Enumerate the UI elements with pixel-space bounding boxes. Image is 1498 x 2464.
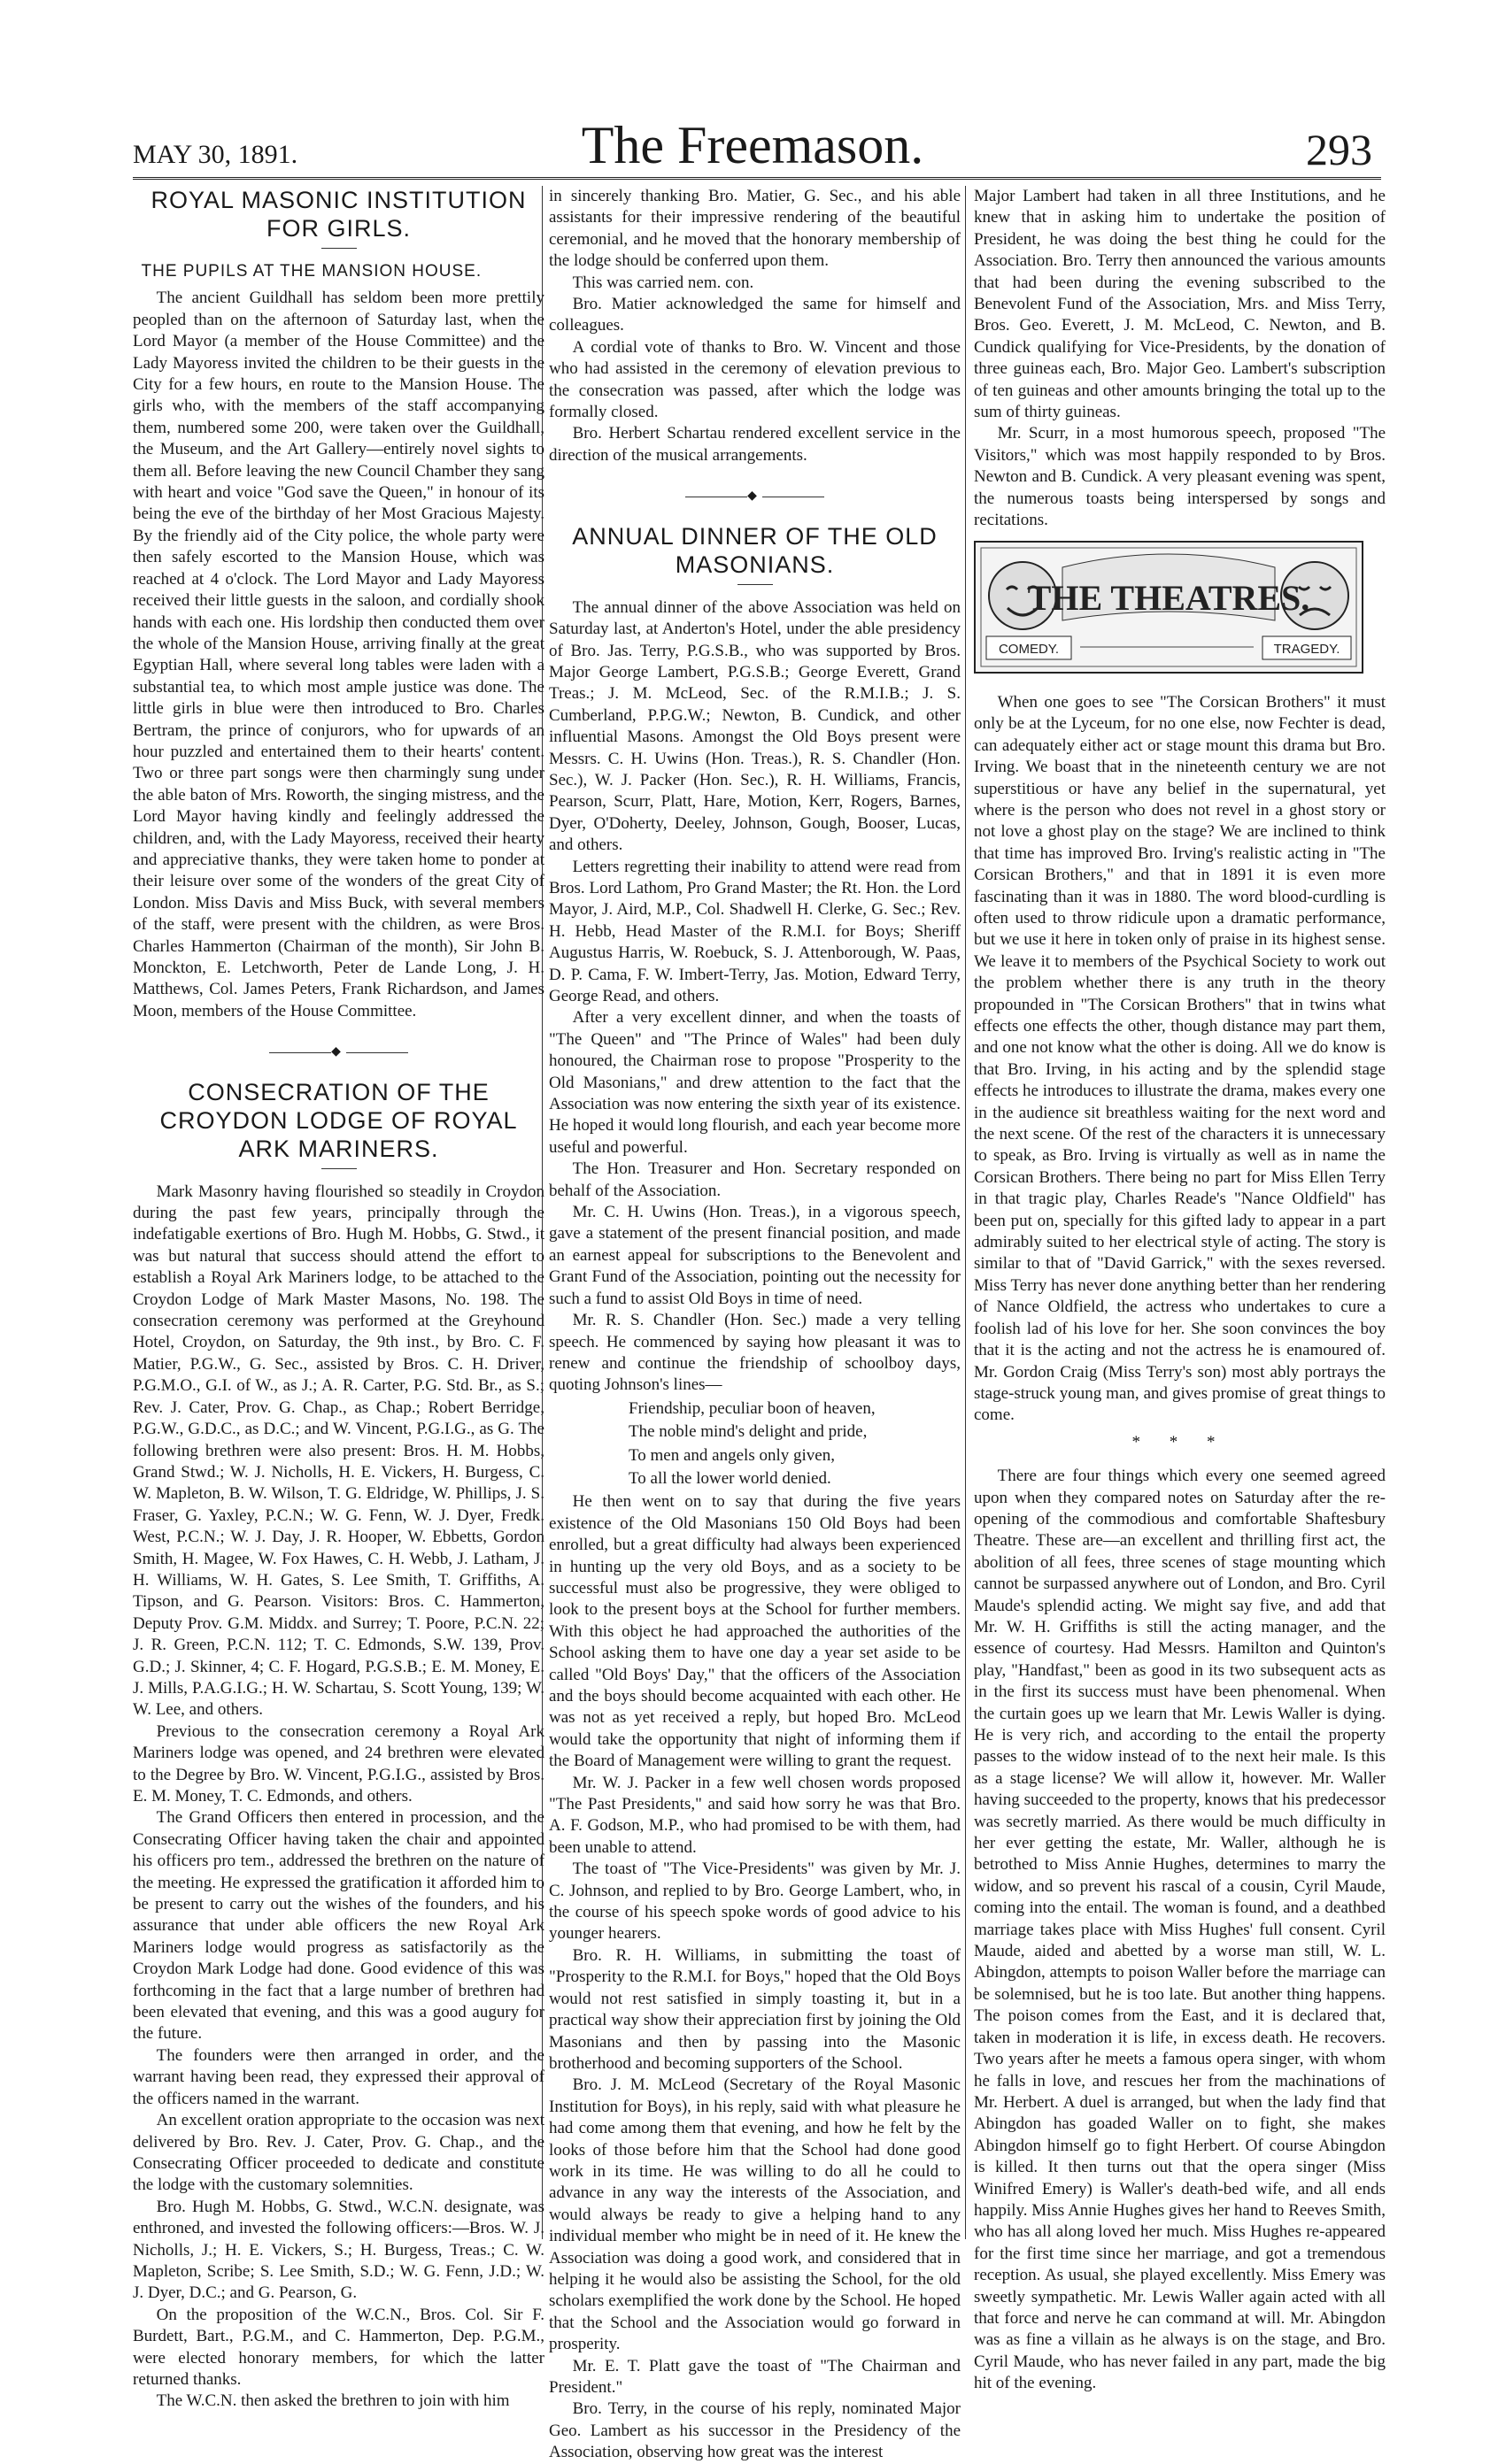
paragraph: The W.C.N. then asked the brethren to join with him [156, 2391, 510, 2411]
column-2 [549, 186, 961, 2462]
column-3 [974, 186, 1386, 2393]
section-ornament: ◆ [133, 1042, 544, 1063]
paragraph: Bro. R. H. Williams, in submitting the toast of "Prosperity to the R.M.I. for Boys," hoped that the Old Boys would not rest satisfied in simply toasting it, but in a practical way show their appreciation first by joining the Old Masonians and then by passing into the Masonic brotherhood and becoming supporters of the School. [549, 1945, 961, 2073]
paragraph: A cordial vote of thanks to Bro. W. Vincent and those who had assisted in the ceremony of elevation previous to the consecration was passed, after which the lodge was formally closed. [549, 337, 961, 422]
banner-right-label: TRAGEDY. [1273, 641, 1340, 657]
paragraph: Letters regretting their inability to attend were read from Bros. Lord Lathom, Pro Grand Master; the Rt. Hon. the Lord Mayor, J. Aird, M.P., Col. Shadwell H. Clerke, G. Sec.; Rev. H. Hebb, Head Master of the R.M.I. for Boys; Sheriff Augustus Harris, W. Roebuck, S. J. Attenborough, W. Paas, D. P. Cama, F. W. Imbert-Terry, Jas. Motion, Edward Terry, George Read, and others. [549, 857, 961, 1005]
verse-line: Friendship, peculiar boon of heaven, [629, 1398, 876, 1418]
paragraph: Bro. Herbert Schartau rendered excellent service in the direction of the musical arrangements. [549, 424, 961, 465]
heading-rule [321, 248, 357, 249]
article-heading: ANNUAL DINNER OF THE OLD MASONIANS. [572, 522, 938, 578]
article-heading: CONSECRATION OF THE CROYDON LODGE OF ROYAL ARK MARINERS. [159, 1078, 518, 1162]
paragraph: in sincerely thanking Bro. Matier, G. Sec., and his able assistants for their impressive rendering of the beautiful ceremonial, and he moved that the honorary membership of the lodge should be conferred upon them. [549, 187, 961, 271]
column-1 [133, 186, 544, 2411]
article-heading: ROYAL MASONIC INSTITUTION FOR GIRLS. [151, 187, 527, 242]
banner-left-label: COMEDY. [998, 641, 1060, 657]
paragraph: Mark Masonry having flourished so steadily in Croydon during the past few years, principally through the indefatigable exertions of Bro. Hugh M. Hobbs, G. Stwd., it was but natural that success should attend the effort to establish a Royal Ark Mariners lodge, to be attached to the Croydon Lodge of Mark Master Masons, No. 198. The consecration ceremony was performed at the Greyhound Hotel, Croydon, on Saturday, the 9th inst., by Bro. C. F. Matier, P.G.W., G. Sec., assisted by Bros. C. H. Driver, P.G.M.O., G.I. of W., as J.; A. R. Carter, P.G. Std. Br., as S.; Rev. J. Cater, Prov. G. Chap., as Chap.; Robert Berridge, P.G.W., G.D.C., as D.C.; and W. Vincent, P.G.I.G., as G. The following brethren were also present: Bros. H. M. Hobbs, Grand Stwd.; W. J. Nicholls, H. E. Vickers, H. Burgess, C. W. Mapleton, B. W. Wilson, T. G. Eldridge, W. Phillips, J. S. Fraser, G. Yaxley, P.C.N.; W. G. Fenn, W. J. Dyer, Fredk. West, P.C.N.; W. J. Day, J. R. Hooper, W. Ebbetts, Gordon Smith, H. Magee, W. Fox Hawes, C. H. Webb, J. Latham, J. H. Williams, W. H. Gates, S. Lee Smith, T. Griffiths, A. Tipson, and G. Pearson. Visitors: Bros. C. Hammerton, Deputy Prov. G.M. Middx. and Surrey; T. Poore, P.C.N. 22; J. R. Green, P.C.N. 112; T. C. Edmonds, S.W. 139, Prov. G.D.; J. Skinner, 4; C. F. Hogard, P.G.S.B.; E. M. Money, E. J. Mills, P.A.G.I.G.; H. W. Schartau, S. Scott Young, 139; W. W. Lee, and others. [133, 1182, 544, 1720]
paragraph: The Grand Officers then entered in procession, and the Consecrating Officer having taken the chair and appointed his officers pro tem., addressed the brethren on the nature of the meeting. He expressed the gratification it afforded him to be present to carry out the wishes of the founders, and his assurance that under able officers the new Royal Ark Mariners lodge would progress as satisfactorily as the Croydon Mark Lodge had done. Good evidence of this was forthcoming in the fact that a large number of brethren had been elevated that evening, and this was a good augury for the future. [133, 1808, 544, 2044]
paragraph: Mr. R. S. Chandler (Hon. Sec.) made a very telling speech. He commenced by saying how pleasant it was to renew and continue the friendship of schoolboy days, quoting Johnson's lines— [549, 1311, 961, 1395]
paragraph: This was carried nem. con. [572, 273, 754, 292]
paragraph: Bro. Terry, in the course of his reply, nominated Major Geo. Lambert as his successor in the Presidency of the Association, observing how great was the interest [549, 2399, 961, 2462]
theatres-banner [974, 541, 1363, 674]
paragraph: When one goes to see "The Corsican Brothers" it must only be at the Lyceum, for no one else, now Fechter is dead, can adequately either act or stage mount this drama but Bro. Irving. We boast that in the nineteenth century we are not superstitious or have any belief in the supernatural, yet where is the person who does not revel in a ghost story or not love a ghost play on the stage? We are inclined to think that time has improved Bro. Irving's realistic acting in "The Corsican Brothers," and that in 1891 it is even more fascinating than it was in 1880. The word blood-curdling is often used to throw ridicule upon a dramatic performance, but we use it here in token only of praise in its highest sense. We leave it to members of the Psychical Society to work out the problem whether there is any truth in the theory propounded in "The Corsican Brothers" that in twins what effects one effects the other, though distance may part them, and one not know what the other is doing. All we do know is that Bro. Irving, in his acting and by the splendid stage effects he introduces to illustrate the drama, makes every one in the audience sit breathless waiting for the next word and the next scene. Of the rest of the characters it is unnecessary to speak, as Bro. Irving is virtually as well as in name the Corsican Brothers. There being no part for Miss Ellen Terry in that tragic play, Charles Reade's "Nance Oldfield" has been put on, specially for this gifted lady to appear in a part admirably suited to her electrical style of acting. The story is similar to that of "David Garrick," with the sexes reversed. Miss Terry has never done anything better than her rendering of Nance Oldfield, the actress who undertakes to cure a foolish lad of his love for her. She soon convinces the boy that it is the acting and not the actress he is enamoured of. Mr. Gordon Craig (Miss Terry's son) most ably portrays the stage-struck young man, and gives promise of great things to come. [974, 692, 1386, 1425]
verse-line: To all the lower world denied. [629, 1468, 831, 1488]
paragraph: The annual dinner of the above Association was held on Saturday last, at Anderton's Hotel, under the able presidency of Bro. Jas. Terry, P.G.S.B., who was supported by Bros. Major George Lambert, P.G.S.B.; George Everett, Grand Treas.; J. M. McLeod, Sec. of the R.M.I.B.; J. S. Cumberland, P.P.G.W.; Newton, B. Cundick, and other influential Masons. Amongst the Old Boys present were Messrs. C. H. Uwins (Hon. Treas.), R. S. Chandler (Hon. Sec.), W. J. Packer (Hon. Sec.), R. H. Williams, Francis, Pearson, Scurr, Platt, Hare, Motion, Kerr, Rogers, Barnes, Dyer, O'Doherty, Deeley, Johnson, Gough, Booser, Lucas, and others. [549, 597, 961, 855]
issue-date: MAY 30, 1891. [133, 140, 298, 169]
article-subheading: THE PUPILS AT THE MANSION HOUSE. [141, 262, 483, 281]
section-ornament: ◆ [549, 486, 961, 507]
heading-rule [737, 584, 773, 585]
paragraph: An excellent oration appropriate to the occasion was next delivered by Bro. Rev. J. Cater, Prov. G. Chap., and the Consecrating Officer proceeded to dedicate and constitute the lodge with the customary solemnities. [133, 2111, 544, 2195]
page-number: 293 [1306, 125, 1372, 174]
paragraph: Mr. W. J. Packer in a few well chosen words proposed "The Past Presidents," and said how sorry he was that Bro. A. F. Godson, M.P., who had promised to be with them, had been unable to attend. [549, 1773, 961, 1857]
paragraph: Bro. J. M. McLeod (Secretary of the Royal Masonic Institution for Boys), in his reply, said with what pleasure he had come among them that evening, and how he felt by the looks of those before him that the School had done good work in its time. He was willing to do all he could to advance in any way the interests of the Association, and would always be ready to give a helping hand to any individual member who might be in need of it. He knew the Association was doing a good work, and considered that in helping it he would also be assisting the School, for the old scholars exemplified the work done by the School. He hoped that the School and the Association would go forward in prosperity. [549, 2075, 961, 2354]
masthead-rule [133, 177, 1381, 180]
paragraph: Mr. C. H. Uwins (Hon. Treas.), in a vigorous speech, gave a statement of the present financial position, and made an earnest appeal for subscriptions to the Benevolent and Grant Fund of the Association, pointing out the necessity for such a fund to assist Old Boys in time of need. [549, 1203, 961, 1308]
column-divider [965, 186, 966, 2239]
paragraph: Mr. E. T. Platt gave the toast of "The Chairman and President." [549, 2356, 961, 2397]
section-divider-stars: * * * [1131, 1432, 1228, 1451]
paragraph: Major Lambert had taken in all three Institutions, and he knew that in asking him to undertake the position of President, he was doing the best thing he could for the Association. Bro. Terry then announced the various amounts that had been during the evening subscribed to the Benevolent Fund of the Association, Mrs. and Miss Terry, Bros. Geo. Everett, J. M. McLeod, C. Newton, and B. Cundick qualifying for Vice-Presidents, by the donation of three guineas each, Bro. Major Geo. Lambert's subscription of ten guineas and other amounts bringing the total up to the sum of thirty guineas. [974, 187, 1386, 422]
paragraph: The founders were then arranged in order, and the warrant having been read, they expressed their approval of the officers named in the warrant. [133, 2045, 544, 2108]
verse-line: To men and angels only given, [629, 1445, 835, 1465]
masthead [133, 115, 1372, 186]
paragraph: Bro. Hugh M. Hobbs, G. Stwd., W.C.N. designate, was enthroned, and invested the following officers:—Bros. W. J. Nicholls, J.; H. E. Vickers, S.; H. Burgess, Treas.; C. W. Mapleton, Scribe; S. Lee Smith, S.D.; W. G. Fenn, J.D.; W. J. Dyer, D.C.; and G. Pearson, G. [133, 2197, 544, 2303]
paragraph: On the proposition of the W.C.N., Bros. Col. Sir F. Burdett, Bart., P.G.M., and C. Hammerton, Dep. P.G.M., were elected honorary members, for which the latter returned thanks. [133, 2305, 544, 2389]
newspaper-title: The Freemason. [581, 116, 924, 174]
paragraph: He then went on to say that during the five years existence of the Old Masonians 150 Old Boys had been enrolled, but a great difficulty had always been experienced in hunting up the very old Boys, and as a society to be successful must also be progressive, they were obliged to look to the present boys at the School for further members. With this object he had approached the authorities of the School asking them to have one day a year set aside to be called "Old Boys' Day," that the officers of the Association and the boys should become acquainted with each other. He was not as yet received a reply, but hoped Bro. McLeod would take the opportunity that night of informing them if the Board of Management were willing to grant the request. [549, 1492, 961, 1771]
paragraph: There are four things which every one seemed agreed upon when they compared notes on Saturday after the re-opening of the commodious and comfortable Shaftesbury Theatre. These are—an excellent and thrilling first act, the abolition of all fees, three scenes of stage mounting which cannot be surpassed anywhere out of London, and Bro. Cyril Maude's splendid acting. We might say five, and add that Mr. W. H. Griffiths is still the acting manager, and the essence of courtesy. Had Messrs. Hamilton and Quinton's play, "Handfast," been as good in its two subsequent acts as in the first its success must have been phenomenal. When the curtain goes up we learn that Mr. Lewis Waller is dying. He is very rich, and according to the entail the property passes to the widow instead of to the next heir male. Is this as a stage license? We will allow it, however. Mr. Waller having succeeded to the property, knows that his predecessor was secretly married. As there would be much difficulty in her ever getting the estate, Mr. Waller, although he is betrothed to Miss Annie Hughes, determines to marry the widow, and so prevent his rascal of a cousin, Cyril Maude, coming into the entail. The woman is found, and a deathbed marriage takes place with Miss Hughes' full consent. Cyril Maude, aided and abetted by a worse man still, W. L. Abingdon, attempts to poison Waller before the marriage can be solemnised, but he is too late. But another thing happens. The poison comes from the East, and it is declared that, taken in moderation it is life, in excess death. He recovers. Two years after he meets a famous opera singer, with whom he falls in love, and rescues her from the machinations of Mr. Herbert. A duel is arranged, but when the lady find that Abingdon has goaded Waller on to fight, she makes Abingdon himself go to fight Herbert. Of course Abingdon is killed. It then turns out that the opera singer (Miss Winifred Emery) is Waller's death-bed wife, and all ends happily. Miss Annie Hughes gives her hand to Reeves Smith, who has all along loved her much. Miss Hughes re-appeared for the first time since her marriage, and got a tremendous reception. As usual, she played excellently. Miss Emery was sweetly sympathetic. Mr. Lewis Waller again acted with all that force and nerve he can command at will. Mr. Abingdon was as fine a villain as he always is on the stage, and Bro. Cyril Maude, who has never failed in any part, made the big hit of the evening. [974, 1467, 1386, 2393]
paragraph: The ancient Guildhall has seldom been more prettily peopled than on the afternoon of Saturday last, when the Lord Mayor (a member of the House Committee) and the Lady Mayoress invited the children to be their guests in the City for a few hours, en route to the Mansion House. The girls who, with the members of the staff accompanying them, numbered some 200, were taken over the Guildhall, the Museum, and the Art Gallery—entirely novel sights to them all. Before leaving the new Council Chamber they sang with heart and voice "God save the Queen," in honour of its being the eve of the birthday of her Most Gracious Majesty. By the friendly aid of the City police, the whole party were then safely escorted to the Mansion House, which was reached at 4 o'clock. The Lord Mayor and Lady Mayoress received their little guests in the saloon, and cordially shook hands with each one. His lordship then conducted them over the whole of the Mansion House, arriving finally at the great Egyptian Hall, where several long tables were laden with a substantial tea, to which most ample justice was done. The little girls in blue were then introduced to Bro. Charles Bertram, the prince of conjurors, who for upwards of an hour puzzled and entertained them to their hearts' content. Two or three part songs were then charmingly sung under the able baton of Mrs. Roworth, the singing mistress, and the Lord Mayor having kindly and feelingly addressed the children, and, with the Lady Mayoress, received their hearty and appreciative thanks, they were taken home to ponder at their leisure over some of the wonders of the great City of London. Miss Davis and Miss Buck, with several members of the staff, were present with the children, as were Bros. Charles Hammerton (Chairman of the month), Sir John B. Monckton, E. Letchworth, Peter de Lande Long, J. H. Matthews, Col. James Peters, Frank Richardson, and James Moon, members of the House Committee. [133, 289, 544, 1020]
paragraph: After a very excellent dinner, and when the toasts of "The Queen" and "The Prince of Wales" had been duly honoured, the Chairman rose to propose "Prosperity to the Old Masonians," and drew attention to the fact that the Association was now entering the sixth year of its existence. He hoped it would long flourish, and each year become more useful and powerful. [549, 1008, 961, 1157]
heading-rule [321, 1168, 357, 1169]
paragraph: Previous to the consecration ceremony a Royal Ark Mariners lodge was opened, and 24 brethren were elevated to the Degree by Bro. W. Vincent, P.G.I.G., assisted by Bros. E. M. Money, T. C. Edmonds, and others. [133, 1721, 544, 1806]
verse-line: The noble mind's delight and pride, [629, 1422, 868, 1442]
paragraph: Bro. Matier acknowledged the same for himself and colleagues. [549, 295, 961, 335]
paragraph: The Hon. Treasurer and Hon. Secretary responded on behalf of the Association. [549, 1159, 961, 1200]
banner-title: THE THEATRES. [1027, 577, 1310, 618]
paragraph: Mr. Scurr, in a most humorous speech, proposed "The Visitors," which was most happily responded to by Bros. Newton and B. Cundick. A very pleasant evening was spent, the numerous toasts being interspersed by songs and recitations. [974, 424, 1386, 530]
paragraph: The toast of "The Vice-Presidents" was given by Mr. J. C. Johnson, and replied to by Bro. George Lambert, who, in the course of his speech spoke words of good advice to his younger hearers. [549, 1860, 961, 1944]
